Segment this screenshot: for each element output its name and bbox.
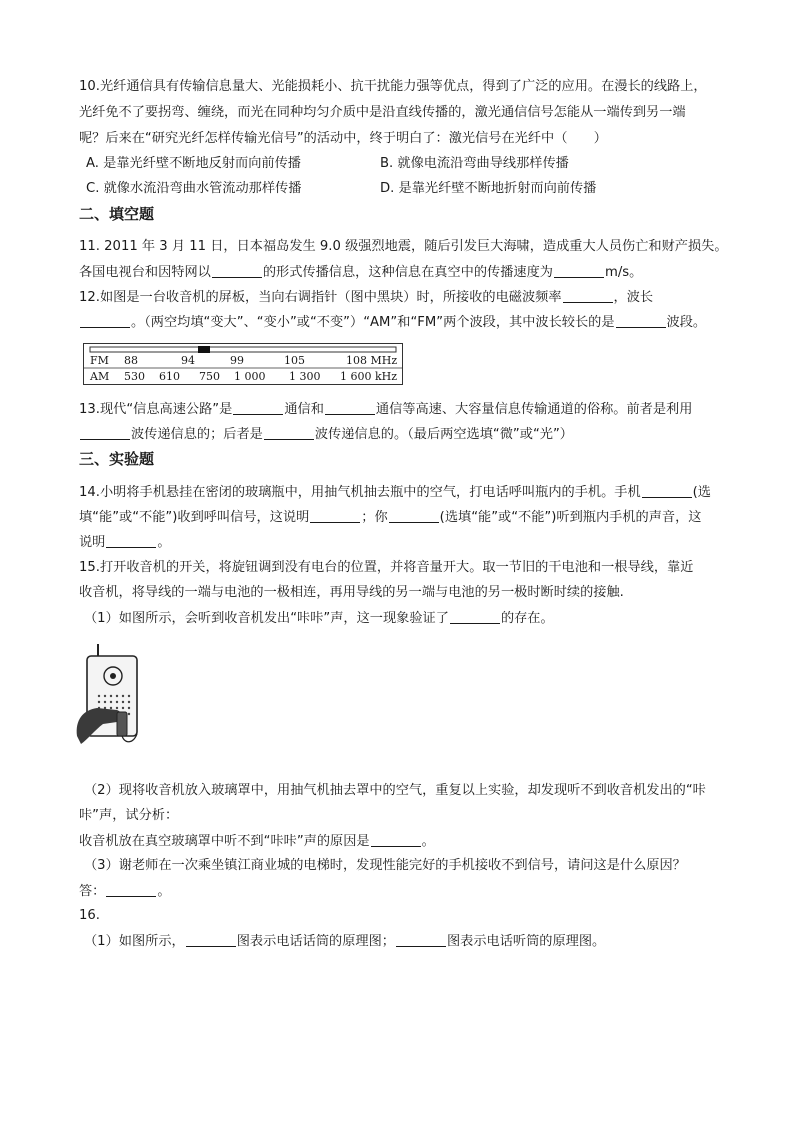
q15-part1-text-b: 的存在。 [500,611,554,626]
section-heading-experiment: 三、实验题 [79,450,155,468]
q12-text-c: 。（两空均填“变大”、“变小”或“不变”）“AM”和“FM”两个波段，其中波长较长的是 [131,315,615,330]
q14-blank-3 [389,508,439,523]
q15-stem-line2: 收音机，将导线的一端与电池的一极相连，再用导线的另一端与电池的另一极时断时续的接触. [79,585,624,600]
q10-option-b: B. 就像电流沿弯曲导线那样传播 [380,156,569,171]
q13-text-d: 波传递信息的；后者是 [131,427,263,442]
q11-text-a: 各国电视台和因特网以 [79,265,211,280]
battery [117,712,127,736]
q14-text-a: 14.小明将手机悬挂在密闭的玻璃瓶中，用抽气机抽去瓶中的空气，打电话呼叫瓶内的手机。手机 [79,485,641,500]
q14-stem-line2 [79,508,701,527]
q10-option-c: C. 就像水流沿弯曲水管流动那样传播 [86,181,302,196]
q13-text-c: 通信等高速、大容量信息传输通道的俗称。前者是利用 [375,402,693,417]
q13-text-a: 13.现代“信息高速公路”是 [79,402,233,417]
q15-part2-line1: （2）现将收音机放入玻璃罩中，用抽气机抽去罩中的空气，重复以上实验，却发现听不到收音机发出的“咔 [84,783,706,798]
q14-blank-4 [106,533,156,548]
q16-blank-2 [396,932,446,947]
am-tick-750: 750 [199,370,220,383]
q11-stem-line1: 11. 2011 年 3 月 11 日，日本福岛发生 9.0 级强烈地震，随后引发巨大海啸，造成重大人员伤亡和财产损失。 [79,239,728,254]
q10-option-a: A. 是靠光纤壁不断地反射而向前传播 [86,156,301,171]
fm-tick-108: 108 MHz [346,354,398,367]
q15-stem-line1: 15.打开收音机的开关，将旋钮调到没有电台的位置，并将音量开大。取一节旧的干电池和一根导线，靠近 [79,560,694,575]
q13-blank-3 [80,425,130,440]
q15-part3-text-b: 。 [157,884,171,899]
section-heading-fill-blank: 二、填空题 [79,205,155,223]
q11-text-c: m/s。 [605,265,643,280]
q14-text-d: ；你 [361,510,388,525]
q12-text-d: 波段。 [666,315,707,330]
am-band-label: AM [90,370,110,383]
q14-text-f: 说明 [79,535,106,550]
q16-text-b: 图表示电话话筒的原理图； [236,934,395,949]
radio-battery-illustration [73,640,145,750]
q16-text-a: （1）如图所示， [84,934,185,949]
q11-blank-1 [212,263,262,278]
radio-speaker-center [110,673,116,679]
am-tick-1000: 1 000 [234,370,266,383]
q12-stem-line2 [79,313,706,332]
q12-text-b: ，波长 [613,290,654,305]
fm-tick-99: 99 [230,354,244,367]
q13-stem-line2 [79,425,573,444]
fm-tick-105: 105 [284,354,305,367]
fm-band-label: FM [90,354,109,367]
q13-blank-1 [233,400,283,415]
radio-dial-figure [83,343,403,385]
q13-stem-line1 [79,400,692,419]
q15-part3-line2 [79,882,171,901]
q10-stem-line1: 10.光纤通信具有传输信息量大、光能损耗小、抗干扰能力强等优点，得到了广泛的应用。在漫长的线路上， [79,79,707,94]
q10-option-d: D. 是靠光纤壁不断地折射而向前传播 [380,181,597,196]
q11-blank-2 [554,263,604,278]
q15-part1 [84,609,554,628]
q15-part2-text-a: 收音机放在真空玻璃罩中听不到“咔咔”声的原因是 [79,834,370,849]
q16-blank-1 [186,932,236,947]
am-tick-1600: 1 600 kHz [340,370,398,383]
dial-pointer [198,346,210,353]
q14-text-g: 。 [157,535,171,550]
q15-part3-text-a: 答： [79,884,106,899]
q14-text-b: (选 [692,485,711,500]
q12-text-a: 12.如图是一台收音机的屏板，当向右调指针（图中黑块）时，所接收的电磁波频率 [79,290,562,305]
q13-blank-2 [325,400,375,415]
q12-stem-line1 [79,288,653,307]
q16-number: 16. [79,908,100,923]
q14-stem-line3 [79,533,171,552]
q11-stem-line2 [79,263,642,282]
q12-blank-1 [563,288,613,303]
q14-blank-2 [310,508,360,523]
q14-blank-1 [642,483,692,498]
q16-part1 [84,932,605,951]
q14-text-c: 填“能”或“不能”)收到呼叫信号，这说明 [79,510,310,525]
q15-part3-line1: （3）谢老师在一次乘坐镇江商业城的电梯时，发现性能完好的手机接收不到信号，请问这是什么原因？ [84,858,686,873]
q15-part2-text-b: 。 [421,834,435,849]
am-tick-1300: 1 300 [289,370,321,383]
q15-part1-text-a: （1）如图所示，会听到收音机发出“咔咔”声，这一现象验证了 [84,611,449,626]
q15-blank-2 [371,832,421,847]
q16-text-c: 图表示电话听筒的原理图。 [446,934,606,949]
q15-part2-line3 [79,832,435,851]
am-tick-610: 610 [159,370,180,383]
q13-text-b: 通信和 [284,402,324,417]
q12-blank-2 [80,313,130,328]
am-tick-530: 530 [124,370,145,383]
dial-track [90,347,396,352]
q15-blank-1 [450,609,500,624]
fm-tick-88: 88 [124,354,138,367]
q15-blank-3 [106,882,156,897]
q14-stem-line1 [79,483,711,502]
q15-part2-line2: 咔”声，试分析： [79,808,179,823]
q14-text-e: (选填“能”或“不能”)听到瓶内手机的声音，这 [439,510,702,525]
q11-text-b: 的形式传播信息，这种信息在真空中的传播速度为 [262,265,553,280]
q13-blank-4 [264,425,314,440]
q10-stem-line3: 呢？后来在“研究光纤怎样传输光信号”的活动中，终于明白了：激光信号在光纤中（ ） [79,131,607,146]
q13-text-e: 波传递信息的。（最后两空选填“微”或“光”） [314,427,573,442]
q10-stem-line2: 光纤免不了要拐弯、缠绕，而光在同种均匀介质中是沿直线传播的，激光通信信号怎能从一端传到另一端 [79,105,686,120]
q12-blank-3 [616,313,666,328]
fm-tick-94: 94 [181,354,195,367]
